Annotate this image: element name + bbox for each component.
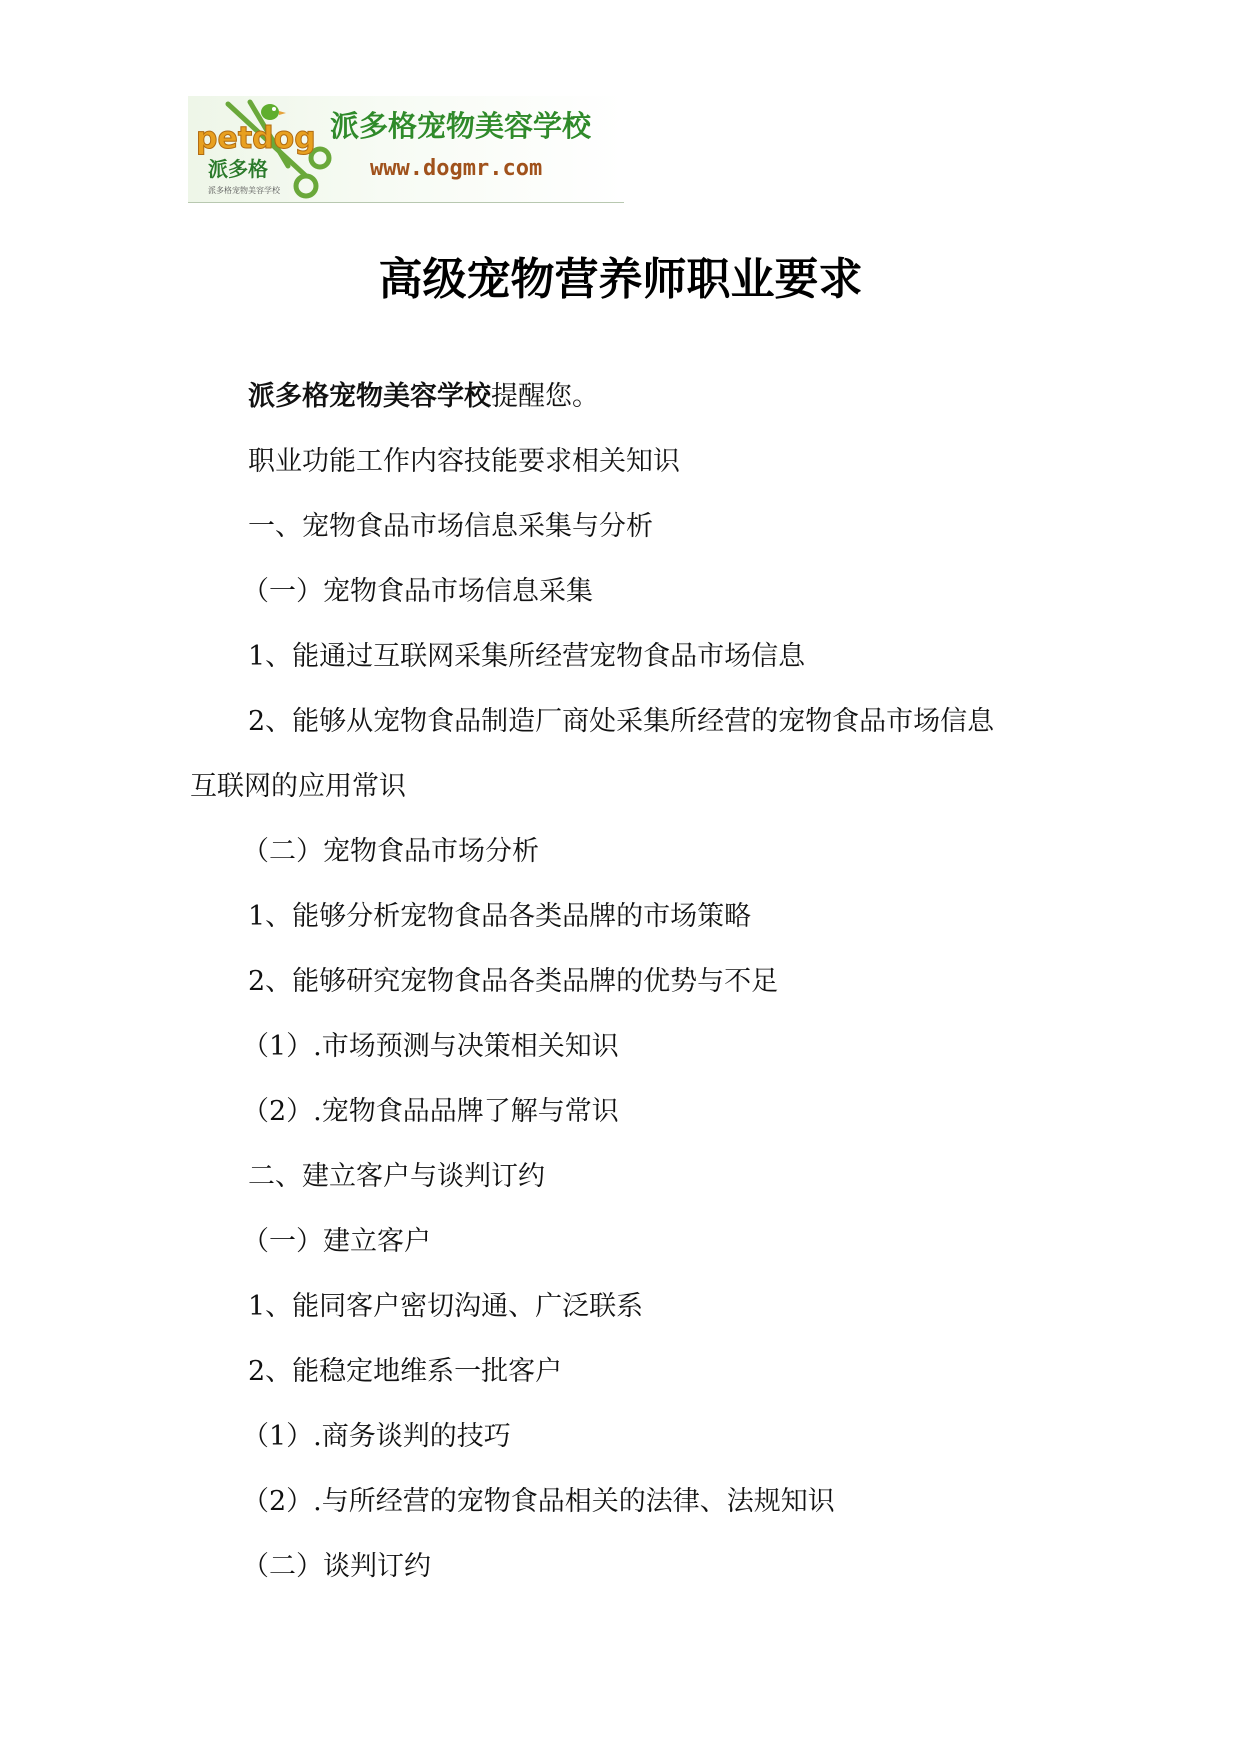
logo-brand-cn: 派多格 (208, 157, 268, 181)
scissors-bird-emblem-icon (188, 96, 338, 202)
subsection-heading: （二）宠物食品市场分析 (242, 836, 539, 867)
list-item: 1、能通过互联网采集所经营宠物食品市场信息 (248, 641, 806, 672)
text-line: 互联网的应用常识 (190, 771, 406, 802)
intro-paragraph (190, 364, 1090, 429)
page-title: 高级宠物营养师职业要求 (378, 254, 863, 305)
list-item: 1、能同客户密切沟通、广泛联系 (248, 1291, 644, 1322)
subsection-heading: （二）谈判订约 (242, 1551, 431, 1582)
school-logo (188, 96, 624, 203)
logo-brand-en: petdog (196, 121, 316, 156)
section-heading: 二、建立客户与谈判订约 (248, 1161, 545, 1192)
logo-school-name: 派多格宠物美容学校 (330, 109, 592, 143)
list-item: （2）.宠物食品品牌了解与常识 (242, 1096, 619, 1127)
subsection-heading: （一）建立客户 (242, 1226, 431, 1257)
subsection-heading: （一）宠物食品市场信息采集 (242, 576, 593, 607)
text-line: 职业功能工作内容技能要求相关知识 (248, 446, 680, 477)
list-item: （1）.商务谈判的技巧 (242, 1421, 511, 1452)
list-item: 2、能够从宠物食品制造厂商处采集所经营的宠物食品市场信息 (248, 706, 995, 737)
list-item: 2、能够研究宠物食品各类品牌的优势与不足 (248, 966, 779, 997)
logo-fine-print: 派多格宠物美容学校 (208, 186, 280, 195)
list-item: 1、能够分析宠物食品各类品牌的市场策略 (248, 901, 752, 932)
intro-rest: 提醒您。 (491, 381, 599, 412)
list-item: （2）.与所经营的宠物食品相关的法律、法规知识 (242, 1486, 835, 1517)
section-heading: 一、宠物食品市场信息采集与分析 (248, 511, 653, 542)
document-body (190, 364, 1090, 1599)
list-item: 2、能稳定地维系一批客户 (248, 1356, 563, 1387)
intro-school-name: 派多格宠物美容学校 (248, 381, 491, 412)
list-item: （1）.市场预测与决策相关知识 (242, 1031, 619, 1062)
logo-url: www.dogmr.com (370, 156, 543, 181)
